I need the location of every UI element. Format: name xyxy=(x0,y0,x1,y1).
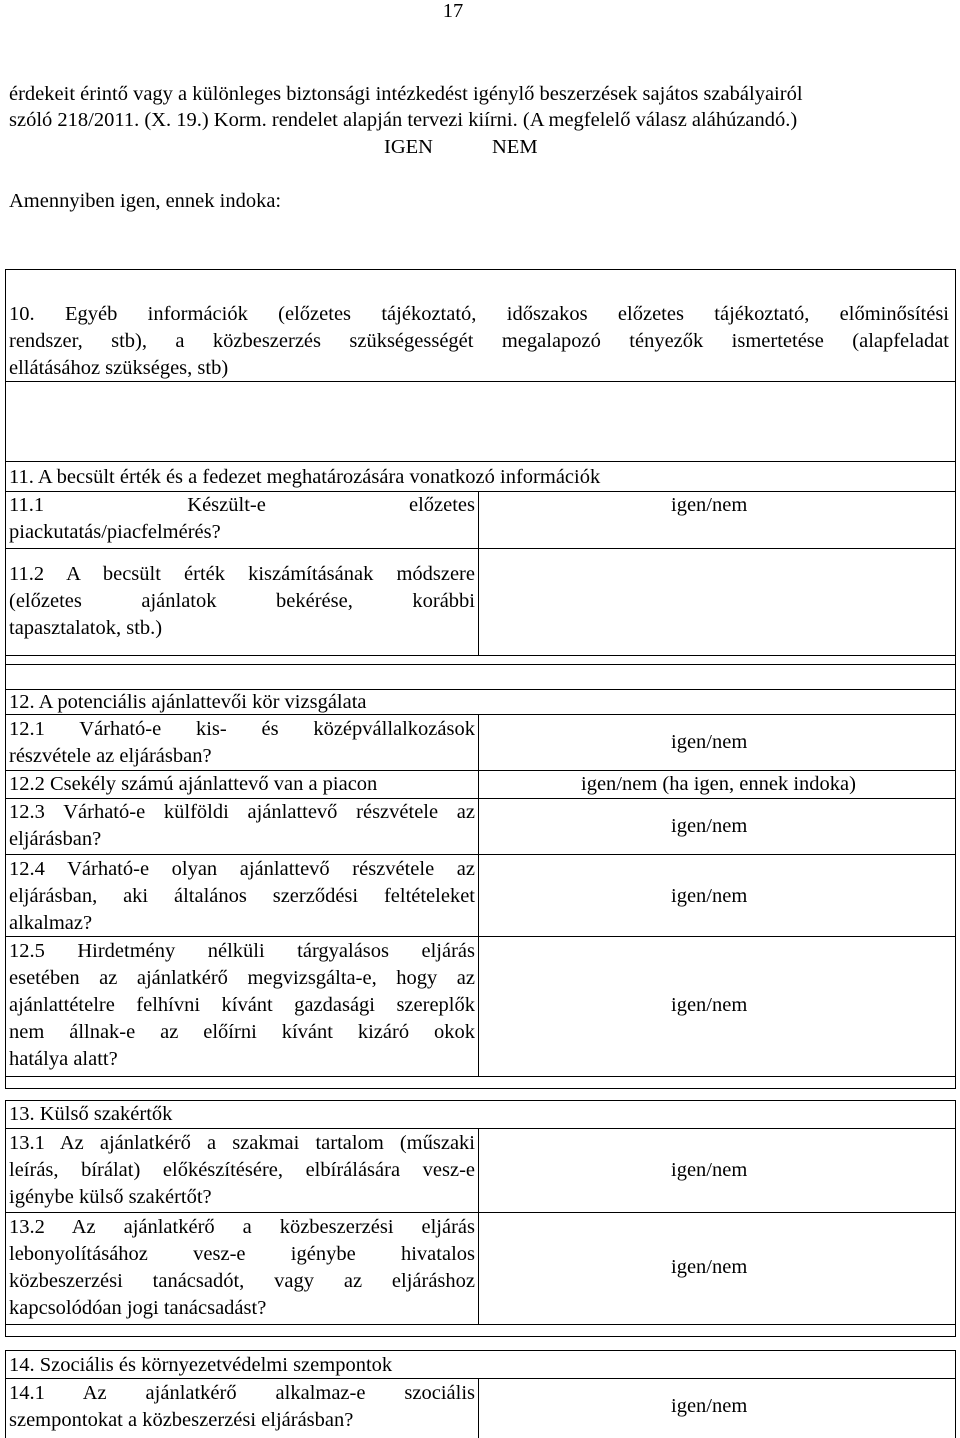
q12-3-answer[interactable]: igen/nem xyxy=(671,815,748,837)
intro-line-2: szóló 218/2011. (X. 19.) Korm. rendelet alapján tervezi kiírni. (A megfelelő válasz aláhúzandó.) xyxy=(9,109,798,131)
box10-right-border xyxy=(955,269,956,462)
option-igen[interactable]: IGEN xyxy=(384,136,433,158)
q12-3-line-1: 12.3 Várható-e külföldi ajánlattevő részvétele az xyxy=(9,801,475,823)
table14-right-border xyxy=(955,1350,956,1438)
q14-1-line-1: 14.1 Az ajánlatkérő alkalmaz-e szociális xyxy=(9,1382,475,1404)
q12-2-answer[interactable]: igen/nem (ha igen, ennek indoka) xyxy=(581,773,856,795)
table14-col-divider xyxy=(478,1378,479,1438)
table12-divider-f xyxy=(5,936,956,937)
option-nem[interactable]: NEM xyxy=(492,136,538,158)
table13-left-border xyxy=(5,1100,6,1337)
section12-title: 12. A potenciális ajánlattevői kör vizsgálata xyxy=(9,691,367,713)
q12-5-line-5: hatálya alatt? xyxy=(9,1048,118,1070)
q12-2-line-1: 12.2 Csekély számú ajánlattevő van a piacon xyxy=(9,773,378,795)
q11-2-line-1: 11.2 A becsült érték kiszámításának módszere xyxy=(9,563,475,585)
table13-title-divider xyxy=(5,1128,956,1129)
q12-5-line-1: 12.5 Hirdetmény nélküli tárgyalásos eljárás xyxy=(9,940,475,962)
q12-1-line-2: részvétele az eljárásban? xyxy=(9,745,212,767)
table11-bottom-divider xyxy=(5,655,956,656)
page-number: 17 xyxy=(442,0,464,22)
q12-4-line-1: 12.4 Várható-e olyan ajánlattevő részvétele az xyxy=(9,858,475,880)
q12-4-answer[interactable]: igen/nem xyxy=(671,885,748,907)
table13-right-border xyxy=(955,1100,956,1337)
q12-5-line-3: ajánlattételre felhívni kívánt gazdasági szereplők xyxy=(9,994,475,1016)
q12-4-line-2: eljárásban, aki általános szerződési feltételeket xyxy=(9,885,475,907)
q13-1-line-1: 13.1 Az ajánlatkérő a szakmai tartalom (műszaki xyxy=(9,1132,475,1154)
table11-row-divider xyxy=(5,548,956,549)
table11-right-border xyxy=(955,462,956,664)
table13-bottom-border xyxy=(5,1336,956,1337)
q13-1-line-3: igénybe külső szakértőt? xyxy=(9,1186,212,1208)
table13-col-divider xyxy=(478,1128,479,1324)
q13-2-line-1: 13.2 Az ajánlatkérő a közbeszerzési eljárás xyxy=(9,1216,475,1238)
q11-1-line-1: 11.1 Készült-e előzetes xyxy=(9,494,475,516)
table13-bottom-divider xyxy=(5,1324,956,1325)
q11-1-line-2: piackutatás/piacfelmérés? xyxy=(9,521,221,543)
table11-col-divider xyxy=(478,491,479,655)
q12-1-answer[interactable]: igen/nem xyxy=(671,731,748,753)
table11-left-border xyxy=(5,462,6,664)
q13-1-line-2: leírás, bírálat) előkészítésére, elbírálására vesz-e xyxy=(9,1159,475,1181)
table11-bottom-border xyxy=(5,664,956,665)
intro-line-1: érdekeit érintő vagy a különleges biztonsági intézkedést igénylő beszerzések sajátos szabályairól xyxy=(9,83,803,105)
q12-4-line-3: alkalmaz? xyxy=(9,912,93,934)
table14-left-border xyxy=(5,1350,6,1438)
q12-3-line-2: eljárásban? xyxy=(9,828,102,850)
q13-2-line-4: kapcsolódóan jogi tanácsadást? xyxy=(9,1297,267,1319)
q14-1-line-2: szempontokat a közbeszerzési eljárásban? xyxy=(9,1409,354,1431)
table13-row-divider xyxy=(5,1212,956,1213)
section13-title: 13. Külső szakértők xyxy=(9,1103,173,1125)
q13-2-line-3: közbeszerzési tanácsadót, vagy az eljáráshoz xyxy=(9,1270,475,1292)
q13-2-line-2: lebonyolításához vesz-e igénybe hivatalos xyxy=(9,1243,475,1265)
q12-5-line-2: esetében az ajánlatkérő megvizsgálta-e, hogy az xyxy=(9,967,475,989)
section10-line-2: rendszer, stb), a közbeszerzés szükségességét megalapozó tényezők ismertetése (alapfeladat xyxy=(9,330,949,352)
q13-2-answer[interactable]: igen/nem xyxy=(671,1256,748,1278)
reason-label: Amennyiben igen, ennek indoka: xyxy=(9,190,282,212)
section10-line-3: ellátásához szükséges, stb) xyxy=(9,357,229,379)
section10-line-1: 10. Egyéb információk (előzetes tájékoztató, időszakos előzetes tájékoztató, előminősítési xyxy=(9,303,949,325)
table12-divider-g xyxy=(5,1076,956,1077)
q12-1-line-1: 12.1 Várható-e kis- és középvállalkozások xyxy=(9,718,475,740)
table12-col-divider xyxy=(478,714,479,1077)
table12-bottom-border xyxy=(5,1088,956,1089)
q11-1-answer[interactable]: igen/nem xyxy=(671,494,748,516)
box10-bottom-border xyxy=(5,461,956,462)
section14-title: 14. Szociális és környezetvédelmi szempontok xyxy=(9,1354,393,1376)
q11-2-line-2: (előzetes ajánlatok bekérése, korábbi xyxy=(9,590,475,612)
box10-top-border xyxy=(5,269,956,270)
table12-right-border xyxy=(955,664,956,1089)
q14-1-answer[interactable]: igen/nem xyxy=(671,1395,748,1417)
q12-5-answer[interactable]: igen/nem xyxy=(671,994,748,1016)
q12-5-line-4: nem állnak-e az előírni kívánt kizáró okok xyxy=(9,1021,475,1043)
table14-top-border xyxy=(5,1350,956,1351)
table12-divider-e xyxy=(5,854,956,855)
section11-title: 11. A becsült érték és a fedezet meghatározására vonatkozó információk xyxy=(9,466,601,488)
q11-2-line-3: tapasztalatok, stb.) xyxy=(9,617,163,639)
q13-1-answer[interactable]: igen/nem xyxy=(671,1159,748,1181)
box10-left-border xyxy=(5,269,6,462)
table12-left-border xyxy=(5,664,6,1089)
